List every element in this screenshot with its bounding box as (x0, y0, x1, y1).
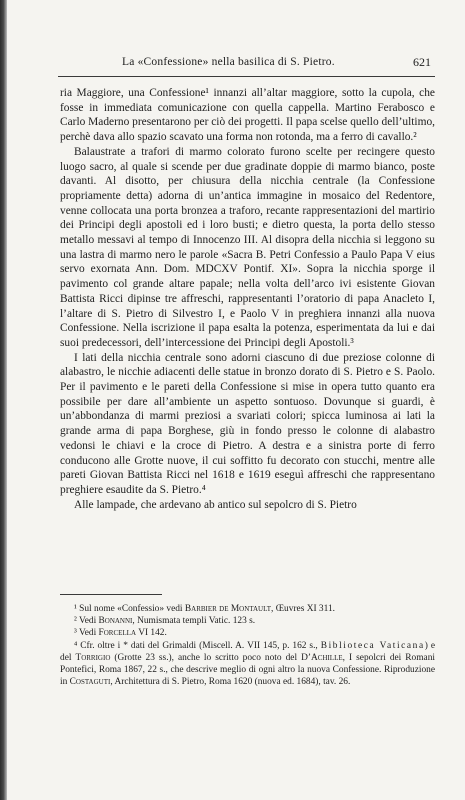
page-header (60, 56, 435, 72)
footnote-4: ⁴ Cfr. oltre i * dati del Grimaldi (Miscell. A. VII 145, p. 162 s., Biblioteca Vaticana) e del Torrigio (Grotte 23 ss.), anche lo scritto poco noto del D’Achille, I sepolcri dei Romani Pontefici, Roma 1867, 22 s., che descrive meglio di ogni altro la nuova Confessione. Riproduzione in Costaguti, Architettura di S. Pietro, Roma 1620 (nuova ed. 1684), tav. 26. (60, 640, 435, 688)
footnote-rule (60, 594, 162, 595)
footnotes (60, 603, 435, 688)
scan-edge (0, 0, 7, 800)
footnote-2: ² Vedi Bonanni, Numismata templi Vatic. 123 s. (74, 616, 256, 627)
paragraph: I lati della nicchia centrale sono adorni ciascuno di due preziose colonne di alabastro, le nicchie adiacenti delle statue in bronzo dorato di S. Pietro e S. Paolo. Per il pavimento e le pareti della Confessione si mise in opera tutto quanto era possibile per dare all’ambiente un aspetto sontuoso. Dovunque si guardi, è un’abbondanza di marmi preziosi a svariati colori; spicca luminosa ai lati la grande arma di papa Borghese, giù in fondo presso le colonne di alabastro vedonsi le chiavi e la croce di Pietro. A destra e a sinistra porte di ferro conducono alle Grotte nuove, il cui soffitto fu decorato con stucchi, mentre alle pareti Giovan Battista Ricci nel 1618 e 1619 eseguì affreschi che rappresentano preghiere esaudite da S. Pietro.⁴ (60, 351, 435, 496)
paragraph: Alle lampade, che ardevano ab antico sul sepolcro di S. Pietro (74, 498, 357, 511)
main-text (60, 86, 435, 512)
footnote-1: ¹ Sul nome «Confessio» vedi Barbier de Montault, Œuvres XI 311. (74, 604, 335, 614)
paragraph: ria Maggiore, una Confessione¹ innanzi all’altar maggiore, sotto la cupola, che fosse in immediata comunicazione con quella cappella. Martino Ferabosco e Carlo Maderno presentarono per ciò dei progetti. Il papa scelse quello dell’ultimo, perchè dava allo spazio scavato una forma non rotonda, ma a ferro di cavallo.² (60, 87, 435, 144)
running-title: La «Confessione» nella basilica di S. Pietro. (122, 56, 335, 68)
footnote-3: ³ Vedi Forcella VI 142. (74, 628, 167, 639)
paragraph: Balaustrate a trafori di marmo colorato furono scelte per recingere questo luogo sacro, al quale si scende per due gradinate doppie di marmo bianco, poste davanti. Al disotto, per chiusura della nicchia centrale (la Confessione propriamente detta) adorna di un’antica immagine in mosaico del Redentore, venne collocata una porta bronzea a traforo, recante rappresentazioni del martirio dei Principi degli apostoli ed i loro busti; e dietro questa, la porta dello stesso metallo messavi al tempo di Innocenzo III. Al disopra della nicchia si leggono su una lastra di marmo nero le parole «Sacra B. Petri Confessio a Paulo Papa V eius servo exornata Ann. Dom. MDCXV Pontif. XI». Sopra la nicchia sporge il pavimento col grande altare papale; nella volta dell’arco ivi esistente Giovan Battista Ricci dipinse tre affreschi, rappresentanti l’oratorio di papa Anacleto I, l’altare di S. Pietro di Silvestro I, e Paolo V in preghiera innanzi alla nuova Confessione. Nella iscrizione il papa esalta la potenza, esperimentata da lui e dai suoi predecessori, dell’intercessione dei Principi degli Apostoli.³ (60, 145, 435, 349)
page-number: 621 (413, 55, 431, 69)
header-rule (58, 76, 435, 77)
